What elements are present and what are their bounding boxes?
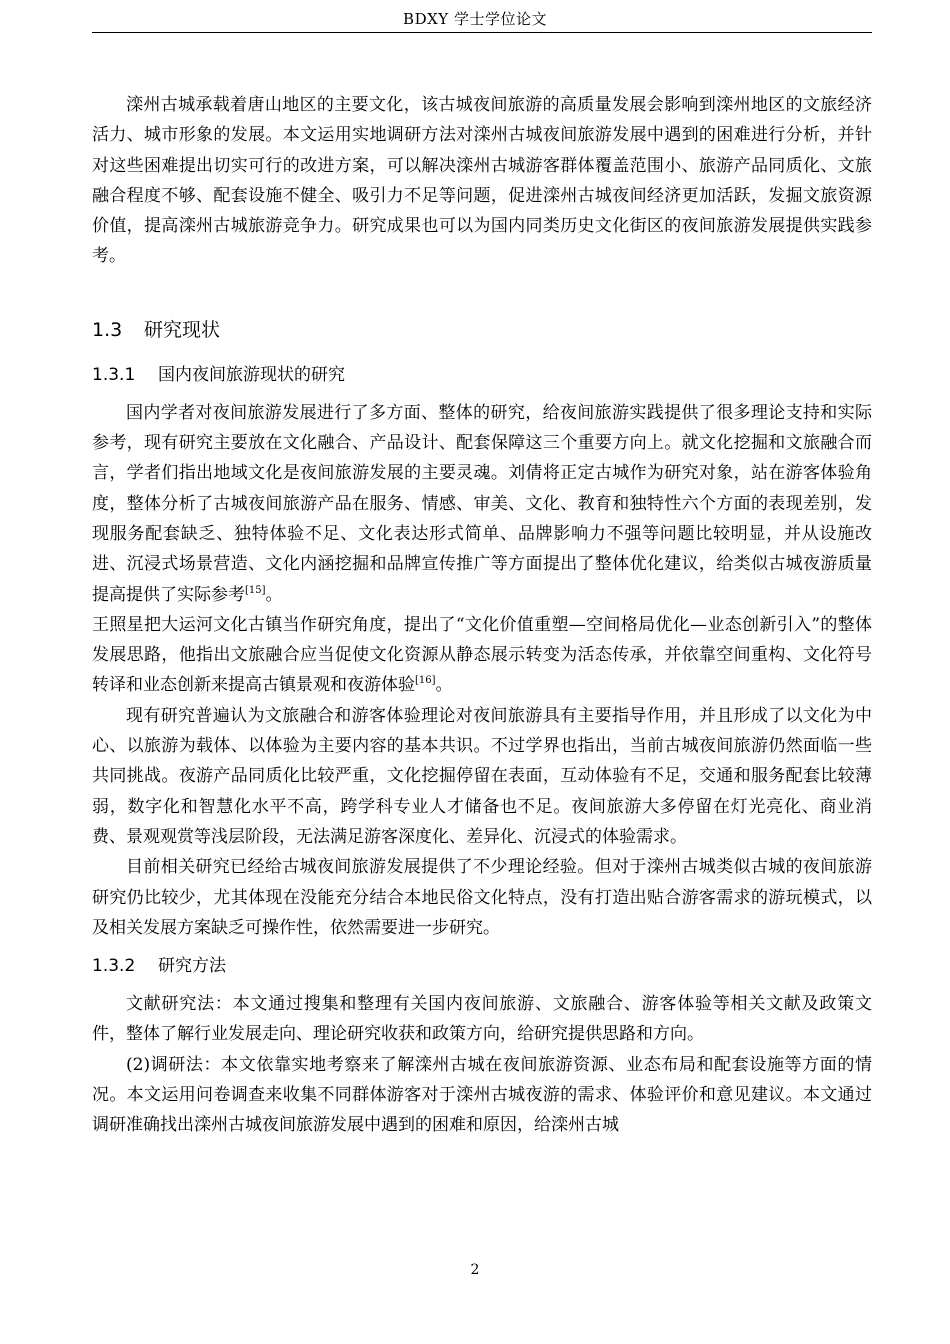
body-paragraph: 文献研究法：本文通过搜集和整理有关国内夜间旅游、文旅融合、游客体验等相关文献及政策文件，整体了解行业发展走向、理论研究收获和政策方向，给研究提供思路和方向。 — [92, 994, 872, 1045]
section-number: 1.3.1 — [92, 364, 136, 385]
document-body — [92, 90, 872, 1141]
citation-ref: [15] — [245, 584, 266, 596]
list-label: (2) — [126, 1054, 151, 1075]
section-heading-1-3-1 — [92, 360, 872, 390]
spacer — [92, 943, 872, 951]
section-title: 国内夜间旅游现状的研究 — [158, 364, 345, 385]
body-paragraph: 目前相关研究已经给古城夜间旅游发展提供了不少理论经验。但对于滦州古城类似古城的夜间旅游研究仍比较少，尤其体现在没能充分结合本地民俗文化特点，没有打造出贴合游客需求的游玩模式，以及相关发展方案缺乏可操作性，依然需要进一步研究。 — [92, 857, 872, 938]
body-paragraph — [92, 1050, 872, 1141]
paragraph-end: 。 — [265, 584, 283, 605]
spacer — [92, 981, 872, 989]
page-number: 2 — [470, 1262, 480, 1278]
citation-ref: [16] — [415, 675, 436, 687]
paragraph-text: 王照星把大运河文化古镇当作研究角度，提出了“文化价值重塑—空间格局优化—业态创新引入”的整体发展思路，他指出文旅融合应当促使文化资源从静态展示转变为活态传承，并依靠空间重构、文化符号转译和业态创新来提高古镇景观和夜游体验 — [92, 614, 872, 696]
intro-paragraph: 滦州古城承载着唐山地区的主要文化，该古城夜间旅游的高质量发展会影响到滦州地区的文旅经济活力、城市形象的发展。本文运用实地调研方法对滦州古城夜间旅游发展中遇到的困难进行分析，并针对这些困难提出切实可行的改进方案，可以解决滦州古城游客群体覆盖范围小、旅游产品同质化、文旅融合程度不够、配套设施不健全、吸引力不足等问题，促进滦州古城夜间经济更加活跃，发掘文旅资源价值，提高滦州古城旅游竞争力。研究成果也可以为国内同类历史文化街区的夜间旅游发展提供实践参考。 — [92, 95, 872, 267]
body-paragraph — [92, 398, 872, 610]
header-rule — [92, 32, 872, 33]
section-title: 研究现状 — [144, 318, 221, 341]
section-heading-1-3 — [92, 315, 872, 345]
paragraph-text: 国内学者对夜间旅游发展进行了多方面、整体的研究，给夜间旅游实践提供了很多理论支持和实际参考，现有研究主要放在文化融合、产品设计、配套保障这三个重要方向上。就文化挖掘和文旅融合而言，学者们指出地域文化是夜间旅游发展的主要灵魂。刘倩将正定古城作为研究对象，站在游客体验角度，整体分析了古城夜间旅游产品在服务、情感、审美、文化、教育和独特性六个方面的表现差别，发现服务配套缺乏、独特体验不足、文化表达形式简单、品牌影响力不强等问题比较明显，并从设施改进、沉浸式场景营造、文化内涵挖掘和品牌宣传推广等方面提出了整体优化建议，给类似古城夜游质量提高提供了实际参考 — [92, 402, 872, 605]
spacer — [92, 345, 872, 360]
spacer — [92, 272, 872, 315]
section-number: 1.3.2 — [92, 956, 136, 977]
section-number: 1.3 — [92, 318, 123, 341]
body-paragraph: 现有研究普遍认为文旅融合和游客体验理论对夜间旅游具有主要指导作用，并且形成了以文化为中心、以旅游为载体、以体验为主要内容的基本共识。不过学界也指出，当前古城夜间旅游仍然面临一些共同挑战。夜游产品同质化比较严重，文化挖掘停留在表面，互动体验有不足，交通和服务配套比较薄弱，数字化和智慧化水平不高，跨学科专业人才储备也不足。夜间旅游大多停留在灯光亮化、商业消费、景观观赏等浅层阶段，无法满足游客深度化、差异化、沉浸式的体验需求。 — [92, 705, 872, 847]
running-header: BDXY 学士学位论文 — [403, 10, 547, 28]
body-paragraph — [92, 610, 872, 701]
section-heading-1-3-2 — [92, 951, 872, 981]
spacer — [92, 390, 872, 398]
section-title: 研究方法 — [158, 956, 226, 977]
paragraph-end: 。 — [435, 675, 453, 696]
paragraph-text: 调研法：本文依靠实地考察来了解滦州古城在夜间旅游资源、业态布局和配套设施等方面的情况。本文运用问卷调查来收集不同群体游客对于滦州古城夜游的需求、体验评价和意见建议。本文通过调研准确找出滦州古城夜间旅游发展中遇到的困难和原因，给滦州古城 — [92, 1054, 872, 1136]
